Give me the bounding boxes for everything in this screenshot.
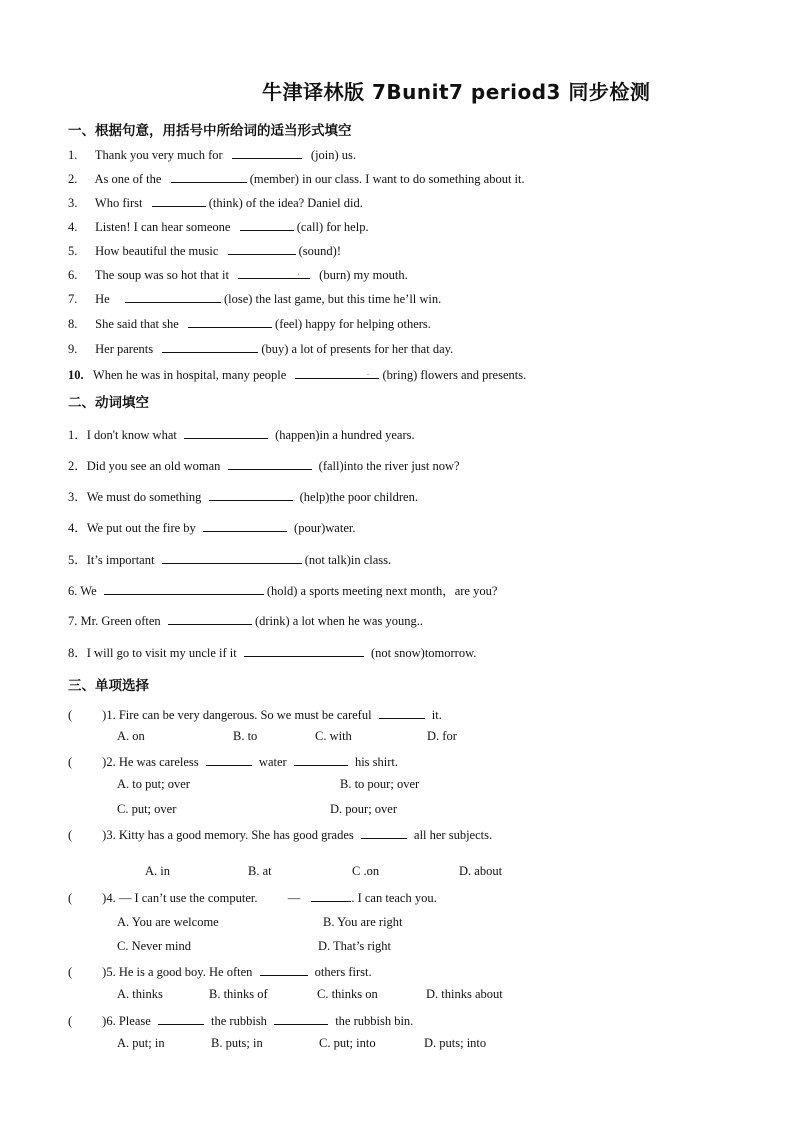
s1-num: 8. — [68, 317, 78, 331]
option-a[interactable]: A. in — [145, 864, 170, 878]
answer-blank[interactable] — [240, 218, 294, 231]
option-d[interactable]: D. pour; over — [330, 802, 397, 816]
s1-num: 5. — [68, 244, 78, 258]
s2-item-1 — [68, 425, 415, 443]
question-text: all her subjects. — [414, 828, 493, 842]
answer-paren-close[interactable]: ) — [102, 891, 107, 905]
answer-paren-open[interactable]: ( — [68, 1014, 73, 1028]
question-text: — — [287, 891, 301, 905]
s2-pre: 6. We — [68, 584, 97, 598]
option-c[interactable]: C. thinks on — [317, 987, 378, 1001]
answer-blank[interactable] — [162, 551, 302, 564]
s2-post: (fall)into the river just now? — [318, 459, 460, 473]
s1-post: (bring) flowers and presents. — [382, 368, 527, 382]
s2-pre: 1．I don't know what — [68, 428, 177, 442]
s1-item-6 — [68, 266, 408, 283]
mc-question-4 — [68, 889, 437, 906]
s2-post: (not talk)in class. — [304, 553, 392, 567]
answer-blank[interactable] — [260, 963, 308, 976]
s1-post: (join) us. — [310, 148, 357, 162]
s2-pre: 7. Mr. Green often — [68, 614, 161, 628]
s1-num: 4. — [68, 220, 78, 234]
s1-post: (burn) my mouth. — [319, 268, 408, 282]
s1-item-2 — [68, 170, 525, 187]
mc-question-6 — [68, 1012, 413, 1029]
option-c[interactable]: C. put; into — [319, 1036, 376, 1050]
s1-pre: The soup was so hot that it — [94, 268, 229, 282]
answer-blank[interactable] — [188, 315, 272, 328]
s2-post: (hold) a sports meeting next month，are you? — [266, 584, 498, 598]
s1-pre: How beautiful the music — [95, 244, 219, 258]
option-d[interactable]: D. about — [459, 864, 503, 878]
answer-blank[interactable] — [203, 519, 287, 532]
s2-item-8 — [68, 643, 476, 661]
option-d[interactable]: D. thinks about — [426, 987, 503, 1001]
answer-blank[interactable] — [274, 1012, 328, 1025]
s1-post: (buy) a lot of presents for her that day. — [261, 342, 454, 356]
option-c[interactable]: C .on — [352, 864, 380, 878]
s1-pre: As one of the — [94, 172, 162, 186]
option-b[interactable]: B. to pour; over — [340, 777, 420, 791]
option-a[interactable]: A. put; in — [117, 1036, 165, 1050]
answer-blank[interactable] — [232, 146, 302, 159]
answer-blank[interactable] — [168, 612, 252, 625]
answer-blank[interactable] — [311, 889, 351, 902]
option-a[interactable]: A. thinks — [117, 987, 163, 1001]
answer-blank[interactable] — [244, 644, 364, 657]
answer-paren-open[interactable]: ( — [68, 708, 73, 722]
question-text: water — [258, 755, 287, 769]
option-d[interactable]: D. puts; into — [424, 1036, 487, 1050]
answer-blank[interactable]: . — [295, 366, 379, 379]
s2-item-6 — [68, 581, 497, 599]
s1-num: 1. — [68, 148, 78, 162]
s1-item-3 — [68, 194, 363, 211]
s2-post: (drink) a lot when he was young.. — [254, 614, 423, 628]
section1-heading: 一、根据句意，用括号中所给词的适当形式填空 — [68, 123, 352, 139]
option-d[interactable]: D. for — [427, 729, 457, 743]
answer-blank[interactable] — [206, 753, 252, 766]
answer-paren-close[interactable]: ) — [102, 828, 107, 842]
s1-num: 10. — [68, 368, 84, 382]
question-text: 2. He was careless — [106, 755, 199, 769]
option-b[interactable]: B. at — [248, 864, 272, 878]
s1-pre: Her parents — [95, 342, 154, 356]
option-c[interactable]: C. put; over — [117, 802, 177, 816]
mc-question-3 — [68, 826, 492, 843]
s1-post: (sound)! — [298, 244, 341, 258]
answer-blank[interactable] — [228, 242, 296, 255]
s2-item-7 — [68, 612, 423, 629]
option-b[interactable]: B. You are right — [323, 915, 403, 929]
s2-post: (happen)in a hundred years. — [275, 428, 415, 442]
page-title: 牛津译林版 7Bunit7 period3 同步检测 — [262, 80, 651, 104]
s2-post: (pour)water. — [294, 521, 356, 535]
answer-paren-close[interactable]: ) — [102, 1014, 107, 1028]
s2-pre: 4．We put out the fire by — [68, 521, 196, 535]
option-b[interactable]: B. thinks of — [209, 987, 268, 1001]
s1-post: (member) in our class. I want to do something about it. — [249, 172, 525, 186]
s2-item-4 — [68, 518, 355, 536]
section2-heading: 二、动词填空 — [68, 395, 149, 411]
answer-paren-open[interactable]: ( — [68, 965, 73, 979]
answer-blank[interactable] — [171, 170, 247, 183]
option-b[interactable]: B. puts; in — [211, 1036, 263, 1050]
answer-paren-open[interactable]: ( — [68, 828, 73, 842]
answer-paren-open[interactable]: ( — [68, 755, 73, 769]
option-a[interactable]: A. to put; over — [117, 777, 190, 791]
s1-post: (call) for help. — [296, 220, 369, 234]
answer-blank[interactable] — [162, 340, 258, 353]
s2-pre: 2．Did you see an old woman — [68, 459, 221, 473]
answer-blank[interactable]: . — [238, 266, 310, 279]
section3-heading: 三、单项选择 — [68, 678, 149, 694]
s1-item-7 — [68, 290, 441, 307]
option-a[interactable]: A. You are welcome — [117, 915, 219, 929]
option-d[interactable]: D. That’s right — [318, 939, 392, 953]
s1-item-10 — [68, 366, 526, 383]
question-text: 4. — I can’t use the computer. — [106, 891, 258, 905]
answer-blank[interactable] — [184, 426, 268, 439]
answer-blank[interactable] — [104, 582, 264, 595]
mc-question-1 — [68, 706, 442, 723]
s1-item-4 — [68, 218, 369, 235]
answer-paren-close[interactable]: ) — [102, 708, 107, 722]
question-text: others first. — [314, 965, 372, 979]
option-a[interactable]: A. on — [117, 729, 145, 743]
s2-item-2 — [68, 456, 460, 474]
s2-pre: 3．We must do something — [68, 490, 202, 504]
question-text: 5. He is a good boy. He often — [106, 965, 253, 979]
option-c[interactable]: C. with — [315, 729, 352, 743]
s1-pre: She said that she — [95, 317, 179, 331]
s1-post: (lose) the last game, but this time he’ll win. — [223, 292, 442, 306]
answer-blank[interactable] — [125, 290, 221, 303]
answer-blank[interactable] — [209, 488, 293, 501]
s2-pre: 5．It’s important — [68, 553, 155, 567]
question-text: it. — [431, 708, 442, 722]
question-text: 1. Fire can be very dangerous. So we must be careful — [106, 708, 372, 722]
answer-blank[interactable] — [294, 753, 348, 766]
answer-paren-close[interactable]: ) — [102, 755, 107, 769]
s1-pre: Who first — [94, 196, 143, 210]
answer-blank[interactable] — [379, 706, 425, 719]
s1-item-1 — [68, 146, 356, 163]
mc-question-2 — [68, 753, 398, 770]
s1-pre: He — [95, 292, 110, 306]
s1-post: (think) of the idea? Daniel did. — [208, 196, 363, 210]
s2-item-3 — [68, 487, 418, 505]
s1-item-8 — [68, 315, 431, 332]
question-text: the rubbish bin. — [335, 1014, 414, 1028]
s1-pre: Listen! I can hear someone — [95, 220, 231, 234]
s1-post: (feel) happy for helping others. — [275, 317, 431, 331]
s2-item-5 — [68, 550, 391, 568]
s1-num: 6. — [68, 268, 78, 282]
s2-pre: 8．I will go to visit my uncle if it — [68, 646, 237, 660]
s1-pre: Thank you very much for — [94, 148, 223, 162]
question-text: 6. Please — [106, 1014, 151, 1028]
answer-blank[interactable] — [228, 457, 312, 470]
option-c[interactable]: C. Never mind — [117, 939, 191, 953]
mc-question-5 — [68, 963, 372, 980]
s2-post: (help)the poor children. — [299, 490, 418, 504]
answer-paren-close[interactable]: ) — [102, 965, 107, 979]
s1-item-9 — [68, 340, 453, 357]
question-text: the rubbish — [211, 1014, 267, 1028]
s2-post: (not snow)tomorrow. — [371, 646, 477, 660]
option-b[interactable]: B. to — [233, 729, 258, 743]
s1-num: 2. — [68, 172, 78, 186]
question-text: his shirt. — [354, 755, 398, 769]
answer-blank[interactable] — [152, 194, 206, 207]
answer-blank[interactable] — [158, 1012, 204, 1025]
s1-pre: When he was in hospital, many people — [92, 368, 287, 382]
question-text: 3. Kitty has a good memory. She has good grades — [106, 828, 354, 842]
question-text: . I can teach you. — [351, 891, 437, 905]
answer-blank[interactable] — [361, 826, 407, 839]
answer-paren-open[interactable]: ( — [68, 891, 73, 905]
s1-num: 7. — [68, 292, 78, 306]
s1-num: 9. — [68, 342, 78, 356]
s1-num: 3. — [68, 196, 78, 210]
s1-item-5 — [68, 242, 341, 259]
